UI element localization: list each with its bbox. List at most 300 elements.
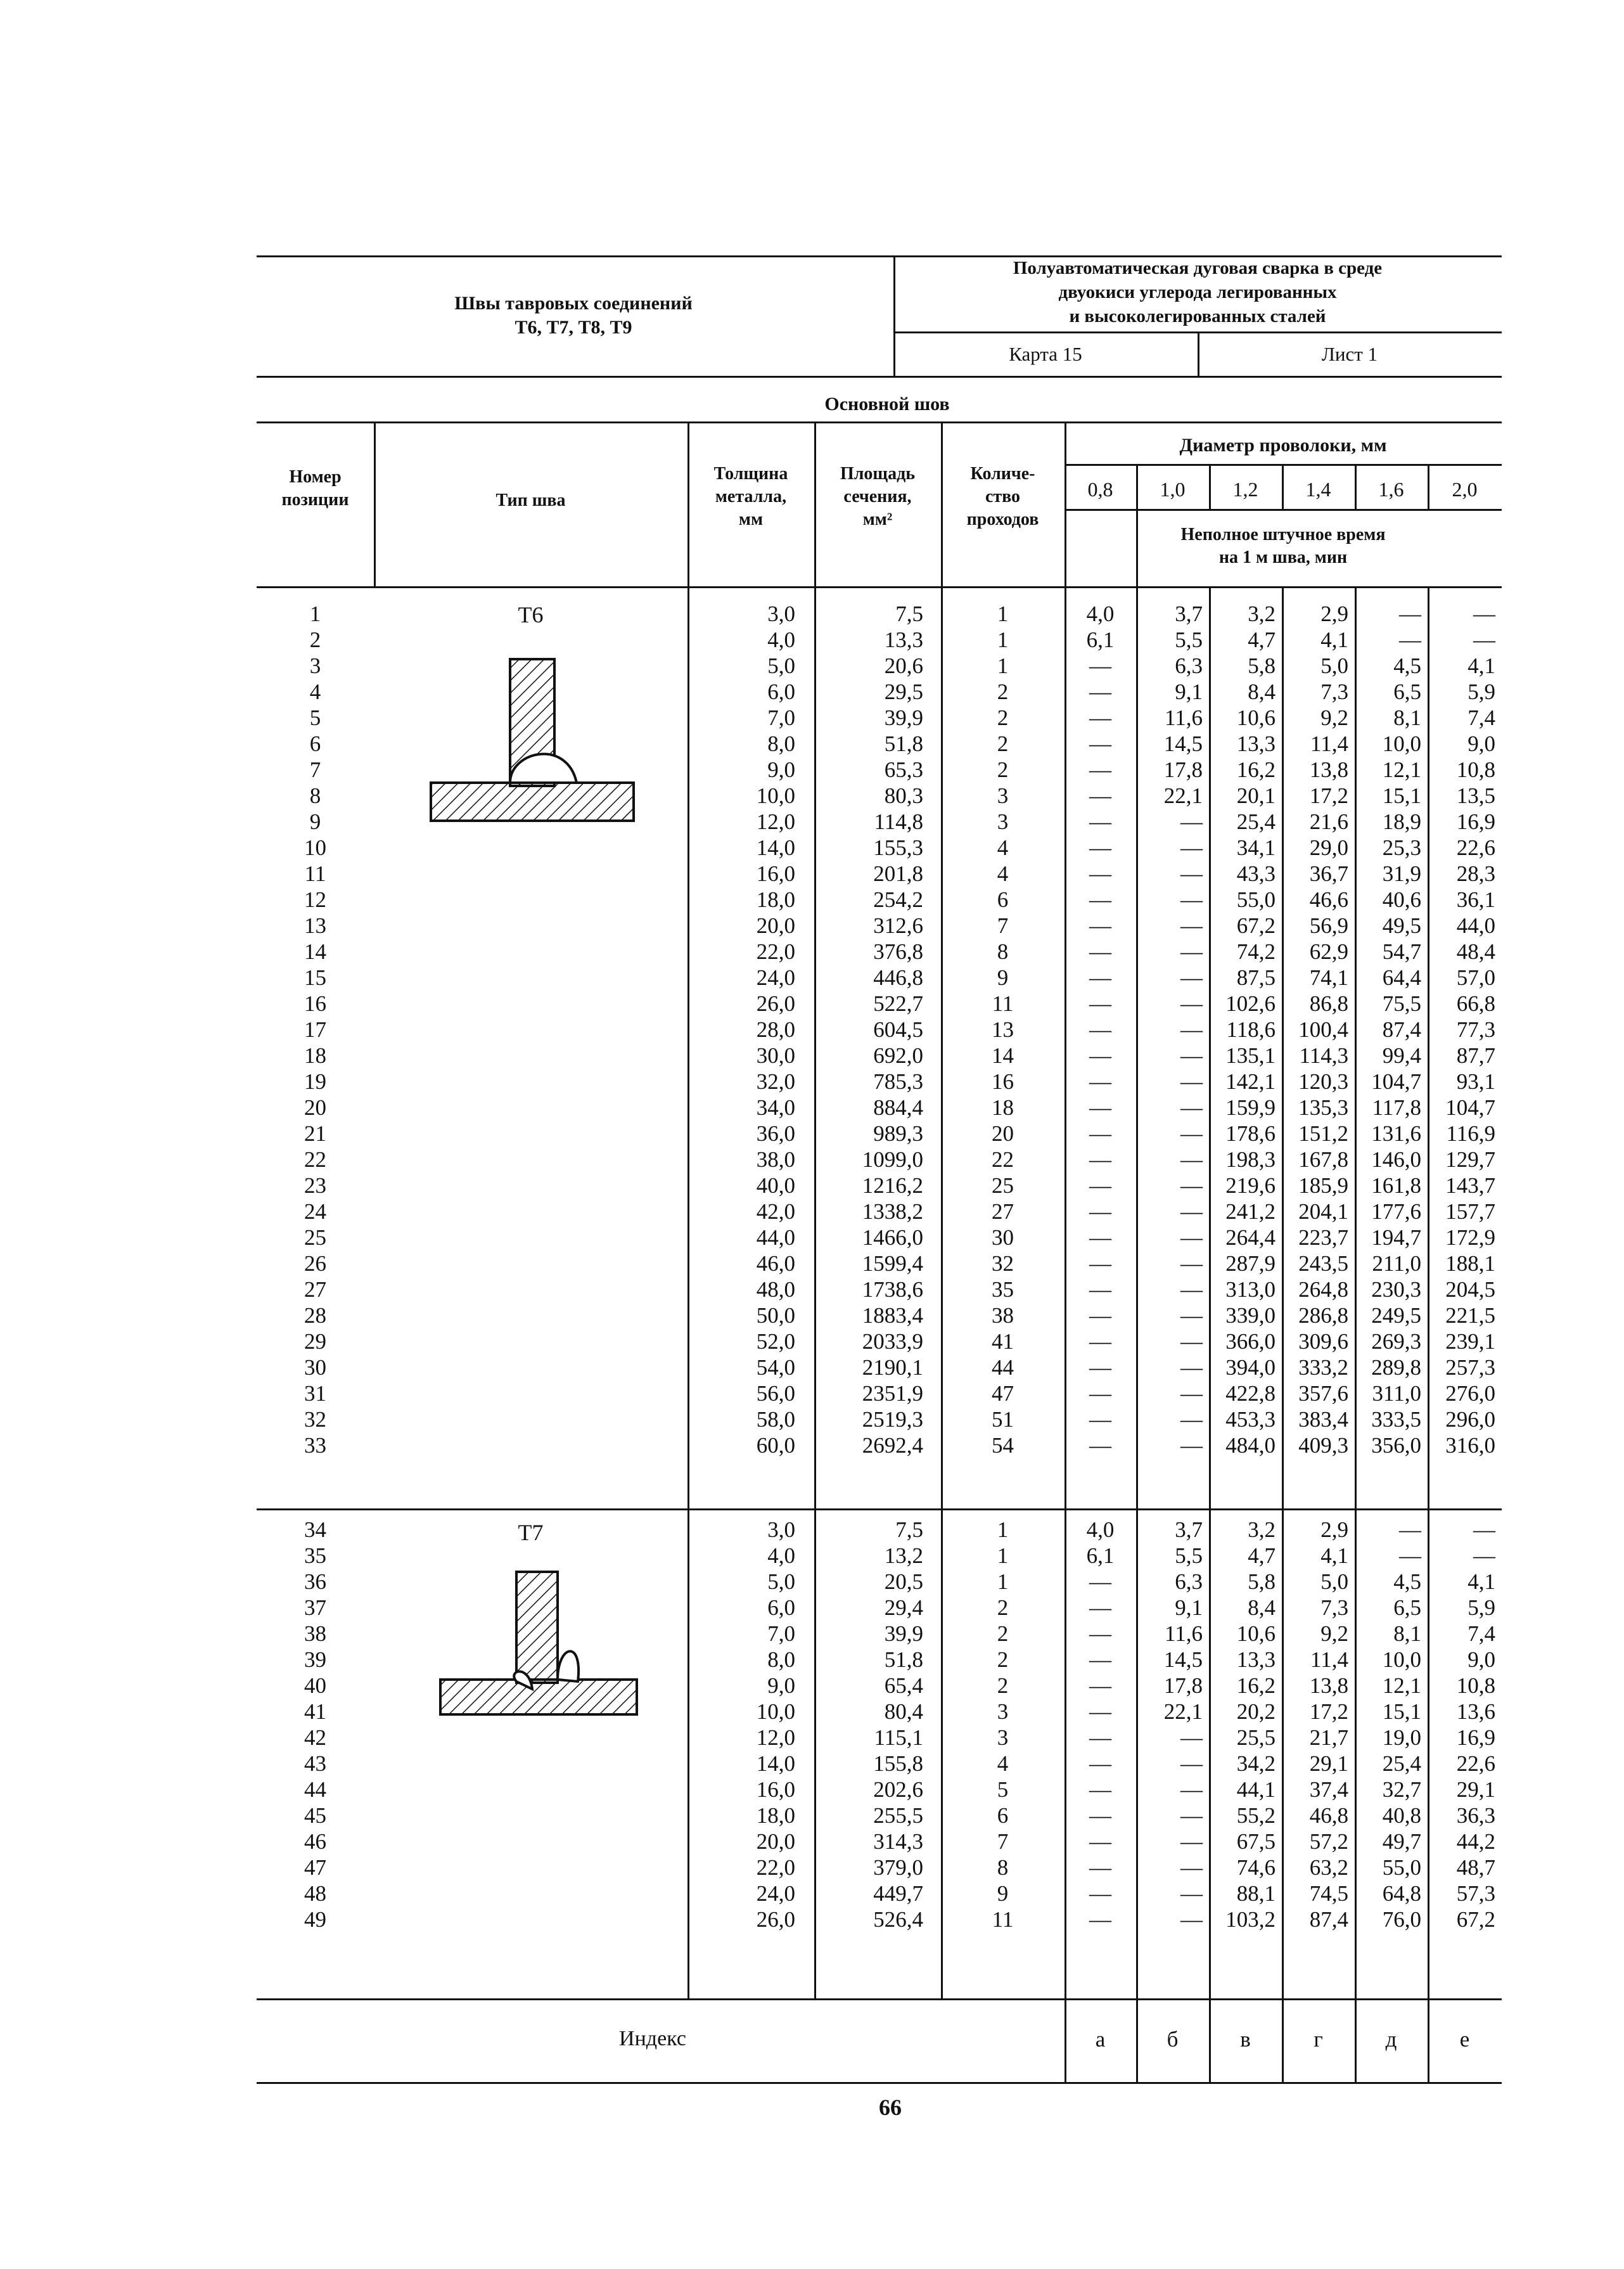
cell-passes: 8: [997, 1855, 1009, 1880]
cell-thickness: 14,0: [756, 1751, 795, 1776]
cell-area: 80,3: [884, 783, 923, 808]
cell-time-d10: —: [1180, 1225, 1203, 1250]
cell-time-d12: 4,7: [1248, 1543, 1276, 1568]
cell-passes: 11: [992, 991, 1014, 1016]
cell-time-d14: 100,4: [1298, 1017, 1348, 1042]
cell-time-d16: 8,1: [1393, 1621, 1421, 1646]
cell-time-d20: 44,2: [1456, 1829, 1495, 1854]
index-label: Индекс: [619, 2027, 686, 2050]
cell-time-d10: 17,8: [1163, 757, 1203, 782]
cell-position: 11: [304, 861, 326, 886]
cell-passes: 30: [992, 1225, 1014, 1250]
cell-time-d10: —: [1180, 1303, 1203, 1328]
cell-position: 32: [304, 1407, 326, 1432]
cell-area: 2190,1: [862, 1355, 923, 1380]
cell-time-d08: —: [1089, 1199, 1111, 1224]
cell-time-d12: 4,7: [1248, 627, 1276, 652]
cell-time-d10: —: [1180, 1329, 1203, 1354]
cell-position: 26: [304, 1251, 326, 1276]
cell-time-d12: 74,6: [1236, 1855, 1276, 1880]
cell-passes: 9: [997, 1881, 1009, 1906]
cell-area: 312,6: [873, 913, 923, 938]
cell-time-d20: 4,1: [1467, 1569, 1495, 1594]
cell-thickness: 5,0: [767, 653, 795, 678]
cell-area: 989,3: [873, 1121, 923, 1146]
cell-time-d14: 17,2: [1309, 783, 1348, 808]
cell-time-d16: 49,5: [1382, 913, 1421, 938]
diameter-1-4: 1,4: [1305, 478, 1331, 501]
cell-time-d16: 49,7: [1382, 1829, 1421, 1854]
cell-area: 449,7: [873, 1881, 923, 1906]
cell-time-d10: —: [1180, 1277, 1203, 1302]
cell-passes: 3: [997, 1725, 1009, 1750]
cell-time-d10: 11,6: [1165, 1621, 1203, 1646]
cell-time-d12: 43,3: [1236, 861, 1276, 886]
cell-time-d16: 25,3: [1382, 835, 1421, 860]
cell-time-d10: 11,6: [1165, 705, 1203, 730]
cell-time-d20: 157,7: [1445, 1199, 1495, 1224]
cell-time-d20: 104,7: [1445, 1095, 1495, 1120]
cell-position: 37: [304, 1595, 326, 1620]
cell-position: 24: [304, 1199, 326, 1224]
table-header-bottom-rule: [257, 586, 1502, 588]
cell-time-d16: 31,9: [1382, 861, 1421, 886]
cell-time-d14: 13,8: [1309, 757, 1348, 782]
cell-thickness: 52,0: [756, 1329, 795, 1354]
cell-time-d14: 7,3: [1320, 679, 1348, 704]
cell-time-d16: 64,8: [1382, 1881, 1421, 1906]
cell-time-d20: 36,3: [1456, 1803, 1495, 1828]
cell-time-d16: 230,3: [1371, 1277, 1421, 1302]
cell-thickness: 30,0: [756, 1043, 795, 1068]
cell-time-d16: 269,3: [1371, 1329, 1421, 1354]
cell-time-d14: 57,2: [1309, 1829, 1348, 1854]
cell-time-d10: —: [1180, 1095, 1203, 1120]
cell-time-d10: —: [1180, 887, 1203, 912]
cell-passes: 51: [992, 1407, 1014, 1432]
cell-time-d10: —: [1180, 1173, 1203, 1198]
cell-position: 42: [304, 1725, 326, 1750]
cell-time-d20: 204,5: [1445, 1277, 1495, 1302]
cell-passes: 2: [997, 705, 1009, 730]
cell-time-d10: —: [1180, 1251, 1203, 1276]
cell-time-d20: 67,2: [1456, 1907, 1495, 1932]
index-top-rule: [257, 1998, 1502, 2000]
cell-area: 2692,4: [862, 1433, 923, 1458]
cell-area: 51,8: [884, 1647, 923, 1672]
cell-position: 44: [304, 1777, 326, 1802]
cell-time-d16: 8,1: [1393, 705, 1421, 730]
section-title: Основной шов: [824, 394, 950, 415]
cell-time-d14: 4,1: [1320, 627, 1348, 652]
cell-time-d12: 339,0: [1225, 1303, 1276, 1328]
cell-thickness: 4,0: [767, 1543, 795, 1568]
cell-time-d10: —: [1180, 1829, 1203, 1854]
cell-time-d14: 46,8: [1309, 1803, 1348, 1828]
cell-passes: 4: [997, 1751, 1009, 1776]
cell-time-d10: 17,8: [1163, 1673, 1203, 1698]
cell-position: 35: [304, 1543, 326, 1568]
cell-time-d08: —: [1089, 1751, 1111, 1776]
cell-time-d16: 10,0: [1382, 1647, 1421, 1672]
cell-time-d12: 135,1: [1225, 1043, 1276, 1068]
cell-time-d16: 333,5: [1371, 1407, 1421, 1432]
cell-time-d16: 55,0: [1382, 1855, 1421, 1880]
cell-time-d14: 223,7: [1298, 1225, 1348, 1250]
cell-passes: 3: [997, 809, 1009, 834]
cell-position: 9: [309, 809, 321, 834]
cell-time-d12: 16,2: [1236, 757, 1276, 782]
cell-area: 29,5: [884, 679, 923, 704]
cell-time-d08: —: [1089, 1407, 1111, 1432]
cell-area: 115,1: [874, 1725, 923, 1750]
cell-thickness: 9,0: [767, 1673, 795, 1698]
seam-type-t7-label: Т7: [518, 1520, 544, 1545]
cell-area: 1216,2: [862, 1173, 923, 1198]
cell-time-d10: 6,3: [1175, 653, 1203, 678]
cell-time-d12: 241,2: [1225, 1199, 1276, 1224]
cell-position: 30: [304, 1355, 326, 1380]
cell-time-d10: —: [1180, 1043, 1203, 1068]
cell-position: 31: [304, 1381, 326, 1406]
cell-thickness: 3,0: [767, 1517, 795, 1542]
cell-time-d08: —: [1089, 1355, 1111, 1380]
cell-time-d10: 3,7: [1175, 1517, 1203, 1542]
index-letter-a: а: [1095, 2027, 1106, 2052]
cell-passes: 7: [997, 913, 1009, 938]
cell-time-d14: 286,8: [1298, 1303, 1348, 1328]
cell-area: 155,3: [873, 835, 923, 860]
cell-area: 39,9: [884, 1621, 923, 1646]
cell-time-d12: 264,4: [1225, 1225, 1276, 1250]
cell-time-d20: 143,7: [1445, 1173, 1495, 1198]
cell-passes: 9: [997, 965, 1009, 990]
cell-position: 45: [304, 1803, 326, 1828]
cell-area: 13,3: [884, 627, 923, 652]
cell-position: 33: [304, 1433, 326, 1458]
cell-time-d08: —: [1089, 679, 1111, 704]
cell-time-d14: 2,9: [1320, 1517, 1348, 1542]
cell-time-d14: 185,9: [1298, 1173, 1348, 1198]
cell-time-d16: 12,1: [1382, 757, 1421, 782]
cell-time-d12: 10,6: [1236, 1621, 1276, 1646]
cell-time-d10: 5,5: [1175, 1543, 1203, 1568]
cell-position: 13: [304, 913, 326, 938]
cell-time-d08: 6,1: [1086, 627, 1115, 652]
cell-time-d20: 276,0: [1445, 1381, 1495, 1406]
cell-time-d08: —: [1089, 1069, 1111, 1094]
col-header-position: Номер позиции: [281, 467, 349, 510]
grid-line: [374, 421, 376, 586]
col-header-area: Площадь сечения, мм²: [840, 464, 916, 529]
cell-passes: 8: [997, 939, 1009, 964]
cell-position: 22: [304, 1147, 326, 1172]
cell-passes: 2: [997, 1647, 1009, 1672]
cell-time-d16: 15,1: [1382, 1699, 1421, 1724]
cell-thickness: 44,0: [756, 1225, 795, 1250]
cell-thickness: 18,0: [756, 1803, 795, 1828]
cell-position: 41: [304, 1699, 326, 1724]
cell-time-d20: 29,1: [1456, 1777, 1495, 1802]
cell-time-d10: —: [1180, 1381, 1203, 1406]
cell-area: 29,4: [884, 1595, 923, 1620]
cell-time-d14: 36,7: [1309, 861, 1348, 886]
cell-thickness: 48,0: [756, 1277, 795, 1302]
cell-position: 15: [304, 965, 326, 990]
cell-time-d10: —: [1180, 1355, 1203, 1380]
cell-time-d08: —: [1089, 991, 1111, 1016]
cell-time-d20: 48,4: [1456, 939, 1495, 964]
cell-area: 1099,0: [862, 1147, 923, 1172]
cell-thickness: 7,0: [767, 1621, 795, 1646]
cell-time-d16: 32,7: [1382, 1777, 1421, 1802]
cell-time-d08: —: [1089, 1803, 1111, 1828]
cell-time-d08: —: [1089, 1621, 1111, 1646]
cell-time-d20: 239,1: [1445, 1329, 1495, 1354]
cell-time-d10: —: [1180, 1751, 1203, 1776]
cell-time-d20: 188,1: [1445, 1251, 1495, 1276]
cell-time-d10: 9,1: [1175, 679, 1203, 704]
cell-position: 8: [309, 783, 321, 808]
cell-time-d20: 129,7: [1445, 1147, 1495, 1172]
cell-time-d10: —: [1180, 1725, 1203, 1750]
cell-time-d08: —: [1089, 939, 1111, 964]
cell-time-d08: —: [1089, 1647, 1111, 1672]
cell-area: 522,7: [873, 991, 923, 1016]
cell-thickness: 12,0: [756, 809, 795, 834]
cell-time-d16: 4,5: [1393, 1569, 1421, 1594]
col-header-diameter: Диаметр проволоки, мм: [1179, 435, 1387, 456]
cell-time-d16: 6,5: [1393, 1595, 1421, 1620]
cell-time-d16: 117,8: [1372, 1095, 1421, 1120]
cell-time-d10: —: [1180, 1803, 1203, 1828]
cell-time-d12: 219,6: [1225, 1173, 1276, 1198]
cell-time-d08: —: [1089, 1829, 1111, 1854]
cell-time-d16: 25,4: [1382, 1751, 1421, 1776]
cell-time-d10: —: [1180, 809, 1203, 834]
cell-time-d14: 409,3: [1298, 1433, 1348, 1458]
cell-time-d10: —: [1180, 1199, 1203, 1224]
cell-time-d14: 4,1: [1320, 1543, 1348, 1568]
cell-passes: 1: [997, 653, 1009, 678]
grid-line: [1282, 464, 1284, 509]
cell-time-d12: 142,1: [1225, 1069, 1276, 1094]
cell-time-d08: —: [1089, 1225, 1111, 1250]
cell-thickness: 6,0: [767, 679, 795, 704]
cell-time-d10: —: [1180, 835, 1203, 860]
cell-time-d08: —: [1089, 1433, 1111, 1458]
cell-time-d20: 116,9: [1446, 1121, 1495, 1146]
grid-line: [1209, 464, 1211, 509]
cell-time-d14: 7,3: [1320, 1595, 1348, 1620]
cell-time-d10: —: [1180, 1907, 1203, 1932]
header-bottom-rule: [257, 376, 1502, 378]
cell-thickness: 16,0: [756, 1777, 795, 1802]
cell-time-d12: 55,0: [1236, 887, 1276, 912]
cell-thickness: 50,0: [756, 1303, 795, 1328]
cell-time-d10: —: [1180, 939, 1203, 964]
diameter-1-0: 1,0: [1160, 478, 1186, 501]
cell-time-d10: —: [1180, 1069, 1203, 1094]
cell-thickness: 22,0: [756, 1855, 795, 1880]
cell-position: 6: [309, 731, 321, 756]
cell-position: 12: [304, 887, 326, 912]
cell-time-d08: —: [1089, 809, 1111, 834]
cell-time-d14: 264,8: [1298, 1277, 1348, 1302]
cell-time-d12: 55,2: [1236, 1803, 1276, 1828]
cell-area: 1338,2: [862, 1199, 923, 1224]
cell-passes: 7: [997, 1829, 1009, 1854]
cell-area: 65,3: [884, 757, 923, 782]
cell-time-d20: 172,9: [1445, 1225, 1495, 1250]
cell-time-d14: 2,9: [1320, 601, 1348, 626]
cell-area: 2033,9: [862, 1329, 923, 1354]
cell-passes: 6: [997, 887, 1009, 912]
cell-time-d20: 13,5: [1456, 783, 1495, 808]
cell-time-d08: —: [1089, 653, 1111, 678]
cell-time-d20: 77,3: [1456, 1017, 1495, 1042]
cell-time-d16: 104,7: [1371, 1069, 1421, 1094]
cell-time-d20: 9,0: [1467, 1647, 1495, 1672]
cell-position: 5: [309, 705, 321, 730]
cell-area: 2519,3: [862, 1407, 923, 1432]
cell-area: 446,8: [873, 965, 923, 990]
cell-time-d12: 366,0: [1225, 1329, 1276, 1354]
cell-time-d14: 37,4: [1309, 1777, 1348, 1802]
cell-thickness: 10,0: [756, 1699, 795, 1724]
cell-time-d12: 87,5: [1236, 965, 1276, 990]
cell-time-d16: 54,7: [1382, 939, 1421, 964]
cell-time-d12: 10,6: [1236, 705, 1276, 730]
cell-time-d08: —: [1089, 1881, 1111, 1906]
col-header-seam-type: Тип шва: [496, 491, 566, 510]
cell-time-d12: 67,5: [1236, 1829, 1276, 1854]
cell-time-d12: 20,1: [1236, 783, 1276, 808]
cell-time-d08: —: [1089, 731, 1111, 756]
cell-time-d12: 3,2: [1248, 601, 1276, 626]
cell-position: 23: [304, 1173, 326, 1198]
table-bottom-rule: [257, 2082, 1502, 2084]
cell-time-d16: 99,4: [1382, 1043, 1421, 1068]
cell-area: 526,4: [873, 1907, 923, 1932]
cell-passes: 25: [992, 1173, 1014, 1198]
cell-area: 604,5: [873, 1017, 923, 1042]
cell-area: 1883,4: [862, 1303, 923, 1328]
cell-time-d20: 36,1: [1456, 887, 1495, 912]
cell-time-d16: 6,5: [1393, 679, 1421, 704]
cell-time-d20: 13,6: [1456, 1699, 1495, 1724]
cell-time-d20: 57,3: [1456, 1881, 1495, 1906]
cell-time-d12: 25,4: [1236, 809, 1276, 834]
cell-area: 202,6: [873, 1777, 923, 1802]
cell-time-d14: 62,9: [1309, 939, 1348, 964]
cell-area: 2351,9: [862, 1381, 923, 1406]
cell-time-d14: 29,1: [1309, 1751, 1348, 1776]
cell-thickness: 22,0: [756, 939, 795, 964]
cell-position: 21: [304, 1121, 326, 1146]
cell-time-d20: 10,8: [1456, 757, 1495, 782]
cell-area: 114,8: [874, 809, 923, 834]
cell-time-d10: —: [1180, 1881, 1203, 1906]
cell-position: 40: [304, 1673, 326, 1698]
cell-passes: 44: [992, 1355, 1014, 1380]
cell-time-d08: —: [1089, 1907, 1111, 1932]
cell-thickness: 10,0: [756, 783, 795, 808]
cell-time-d14: 5,0: [1320, 1569, 1348, 1594]
cell-passes: 27: [992, 1199, 1014, 1224]
cell-passes: 2: [997, 1595, 1009, 1620]
cell-passes: 2: [997, 1621, 1009, 1646]
cell-time-d20: —: [1473, 1517, 1495, 1542]
cell-position: 38: [304, 1621, 326, 1646]
cell-time-d08: 4,0: [1086, 601, 1115, 626]
cell-time-d10: 14,5: [1163, 731, 1203, 756]
cell-time-d20: 66,8: [1456, 991, 1495, 1016]
cell-area: 254,2: [873, 887, 923, 912]
cell-time-d10: —: [1180, 913, 1203, 938]
cell-time-d10: —: [1180, 1121, 1203, 1146]
grid-line: [1428, 464, 1429, 509]
cell-time-d10: —: [1180, 991, 1203, 1016]
cell-time-d10: 22,1: [1163, 1699, 1203, 1724]
cell-area: 1466,0: [862, 1225, 923, 1250]
cell-thickness: 8,0: [767, 731, 795, 756]
diameter-1-2: 1,2: [1232, 478, 1258, 501]
cell-passes: 6: [997, 1803, 1009, 1828]
cell-area: 379,0: [873, 1855, 923, 1880]
cell-time-d12: 5,8: [1248, 1569, 1276, 1594]
cell-passes: 20: [992, 1121, 1014, 1146]
cell-time-d12: 8,4: [1248, 1595, 1276, 1620]
cell-time-d10: —: [1180, 1017, 1203, 1042]
cell-time-d14: 9,2: [1320, 1621, 1348, 1646]
cell-thickness: 6,0: [767, 1595, 795, 1620]
cell-thickness: 60,0: [756, 1433, 795, 1458]
cell-time-d10: —: [1180, 1407, 1203, 1432]
cell-thickness: 24,0: [756, 965, 795, 990]
cell-area: 7,5: [895, 1517, 923, 1542]
cell-time-d08: —: [1089, 1303, 1111, 1328]
cell-time-d08: —: [1089, 1251, 1111, 1276]
cell-thickness: 12,0: [756, 1725, 795, 1750]
seam-group-title: Швы тавровых соединений Т6, Т7, Т8, Т9: [454, 293, 693, 338]
cell-time-d20: 9,0: [1467, 731, 1495, 756]
cell-area: 1738,6: [862, 1277, 923, 1302]
cell-passes: 1: [997, 1517, 1009, 1542]
cell-time-d20: 296,0: [1445, 1407, 1495, 1432]
cell-time-d16: —: [1399, 627, 1421, 652]
cell-area: 20,6: [884, 653, 923, 678]
group-separator-rule: [257, 1508, 1502, 1510]
cell-thickness: 28,0: [756, 1017, 795, 1042]
table-top-rule: [257, 421, 1502, 423]
cell-time-d12: 20,2: [1236, 1699, 1276, 1724]
cell-time-d14: 9,2: [1320, 705, 1348, 730]
cell-position: 28: [304, 1303, 326, 1328]
cell-position: 10: [304, 835, 326, 860]
cell-time-d20: 5,9: [1467, 1595, 1495, 1620]
cell-time-d16: 161,8: [1371, 1173, 1421, 1198]
cell-position: 7: [309, 757, 321, 782]
cell-passes: 1: [997, 627, 1009, 652]
cell-area: 1599,4: [862, 1251, 923, 1276]
cell-time-d16: 311,0: [1372, 1381, 1421, 1406]
cell-time-d20: 316,0: [1445, 1433, 1495, 1458]
cell-time-d12: 394,0: [1225, 1355, 1276, 1380]
cell-time-d10: —: [1180, 1855, 1203, 1880]
cell-area: 39,9: [884, 705, 923, 730]
cell-time-d12: 13,3: [1236, 731, 1276, 756]
